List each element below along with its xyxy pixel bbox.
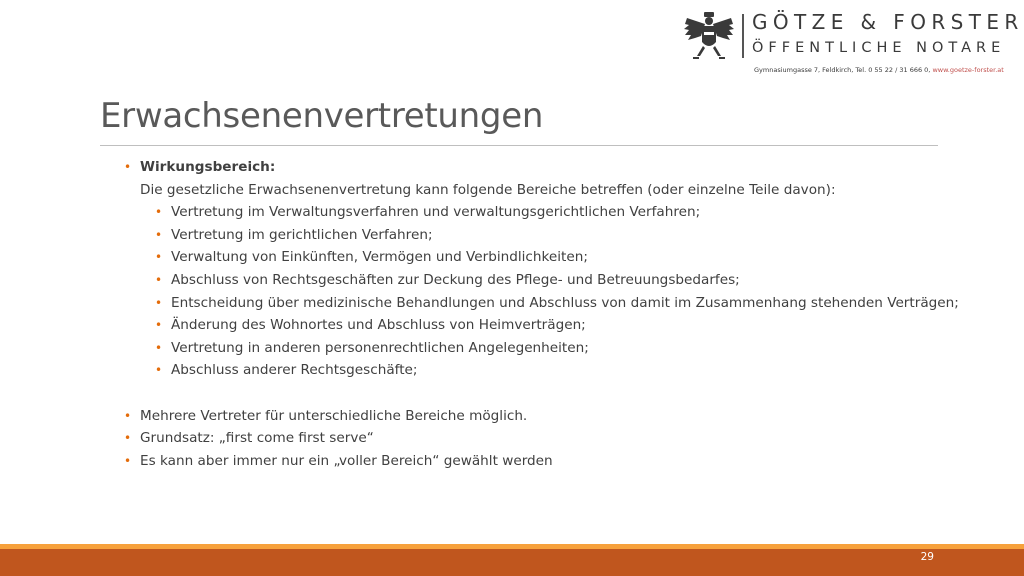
firm-website-link[interactable]: www.goetze-forster.at xyxy=(932,66,1004,74)
firm-address-text: Gymnasiumgasse 7, Feldkirch, Tel. 0 55 22 / 31 666 0, xyxy=(754,66,931,74)
firm-name: GÖTZE & FORSTER xyxy=(752,10,1024,34)
footer-bar xyxy=(0,549,1024,576)
sub-bullet-text: Abschluss anderer Rechtsgeschäfte; xyxy=(171,362,418,379)
sub-bullet-text: Abschluss von Rechtsgeschäften zur Deckung des Pflege- und Betreuungsbedarfes; xyxy=(171,271,740,288)
section-heading: Wirkungsbereich: xyxy=(140,159,276,175)
firm-address xyxy=(754,66,1004,74)
spacer xyxy=(124,382,944,405)
title-divider xyxy=(100,145,938,146)
bullet-text: Mehrere Vertreter für unterschiedliche Bereiche möglich. xyxy=(140,407,528,424)
sub-bullet-item xyxy=(124,359,944,382)
bullet-icon: • xyxy=(155,205,163,220)
bullet-icon: • xyxy=(124,408,132,423)
sub-bullet-item xyxy=(124,314,944,337)
bullet-item xyxy=(124,156,944,179)
sub-bullet-text: Entscheidung über medizinische Behandlungen und Abschluss von damit im Zusammenhang stehenden Verträgen; xyxy=(171,294,959,311)
bullet-item xyxy=(124,450,944,473)
section-intro: Die gesetzliche Erwachsenenvertretung kann folgende Bereiche betreffen (oder einzelne Teile davon): xyxy=(140,181,836,198)
sub-bullet-item xyxy=(124,224,944,247)
bullet-icon: • xyxy=(155,250,163,265)
logo-divider xyxy=(742,14,744,58)
page-number: 29 xyxy=(920,551,934,563)
sub-bullet-text: Änderung des Wohnortes und Abschluss von Heimverträgen; xyxy=(171,317,586,334)
bullet-icon: • xyxy=(155,363,163,378)
sub-bullet-text: Vertretung in anderen personenrechtlichen Angelegenheiten; xyxy=(171,339,589,356)
firm-subtitle: ÖFFENTLICHE NOTARE xyxy=(752,40,1006,56)
bullet-icon: • xyxy=(124,453,132,468)
bullet-icon: • xyxy=(124,431,132,446)
bullet-icon: • xyxy=(155,295,163,310)
sub-bullet-item xyxy=(124,201,944,224)
sub-bullet-text: Verwaltung von Einkünften, Vermögen und Verbindlichkeiten; xyxy=(171,249,588,266)
bullet-text: Grundsatz: „first come first serve“ xyxy=(140,430,374,447)
slide-content xyxy=(124,156,959,472)
sub-bullet-text: Vertretung im gerichtlichen Verfahren; xyxy=(171,226,433,243)
austrian-eagle-icon xyxy=(683,10,735,64)
bullet-item xyxy=(124,427,944,450)
sub-bullet-item xyxy=(124,269,944,292)
bullet-icon: • xyxy=(155,227,163,242)
bullet-icon: • xyxy=(155,272,163,287)
bullet-item xyxy=(124,405,944,428)
sub-bullet-text: Vertretung im Verwaltungsverfahren und verwaltungsgerichtlichen Verfahren; xyxy=(171,204,701,221)
sub-bullet-item xyxy=(124,246,944,269)
bullet-icon: • xyxy=(155,318,163,333)
sub-bullet-item xyxy=(124,337,944,360)
sub-bullet-item xyxy=(124,292,959,315)
bullet-icon: • xyxy=(124,160,132,174)
bullet-text: Es kann aber immer nur ein „voller Bereich“ gewählt werden xyxy=(140,452,553,469)
bullet-icon: • xyxy=(155,340,163,355)
slide-title: Erwachsenenvertretungen xyxy=(100,96,544,136)
